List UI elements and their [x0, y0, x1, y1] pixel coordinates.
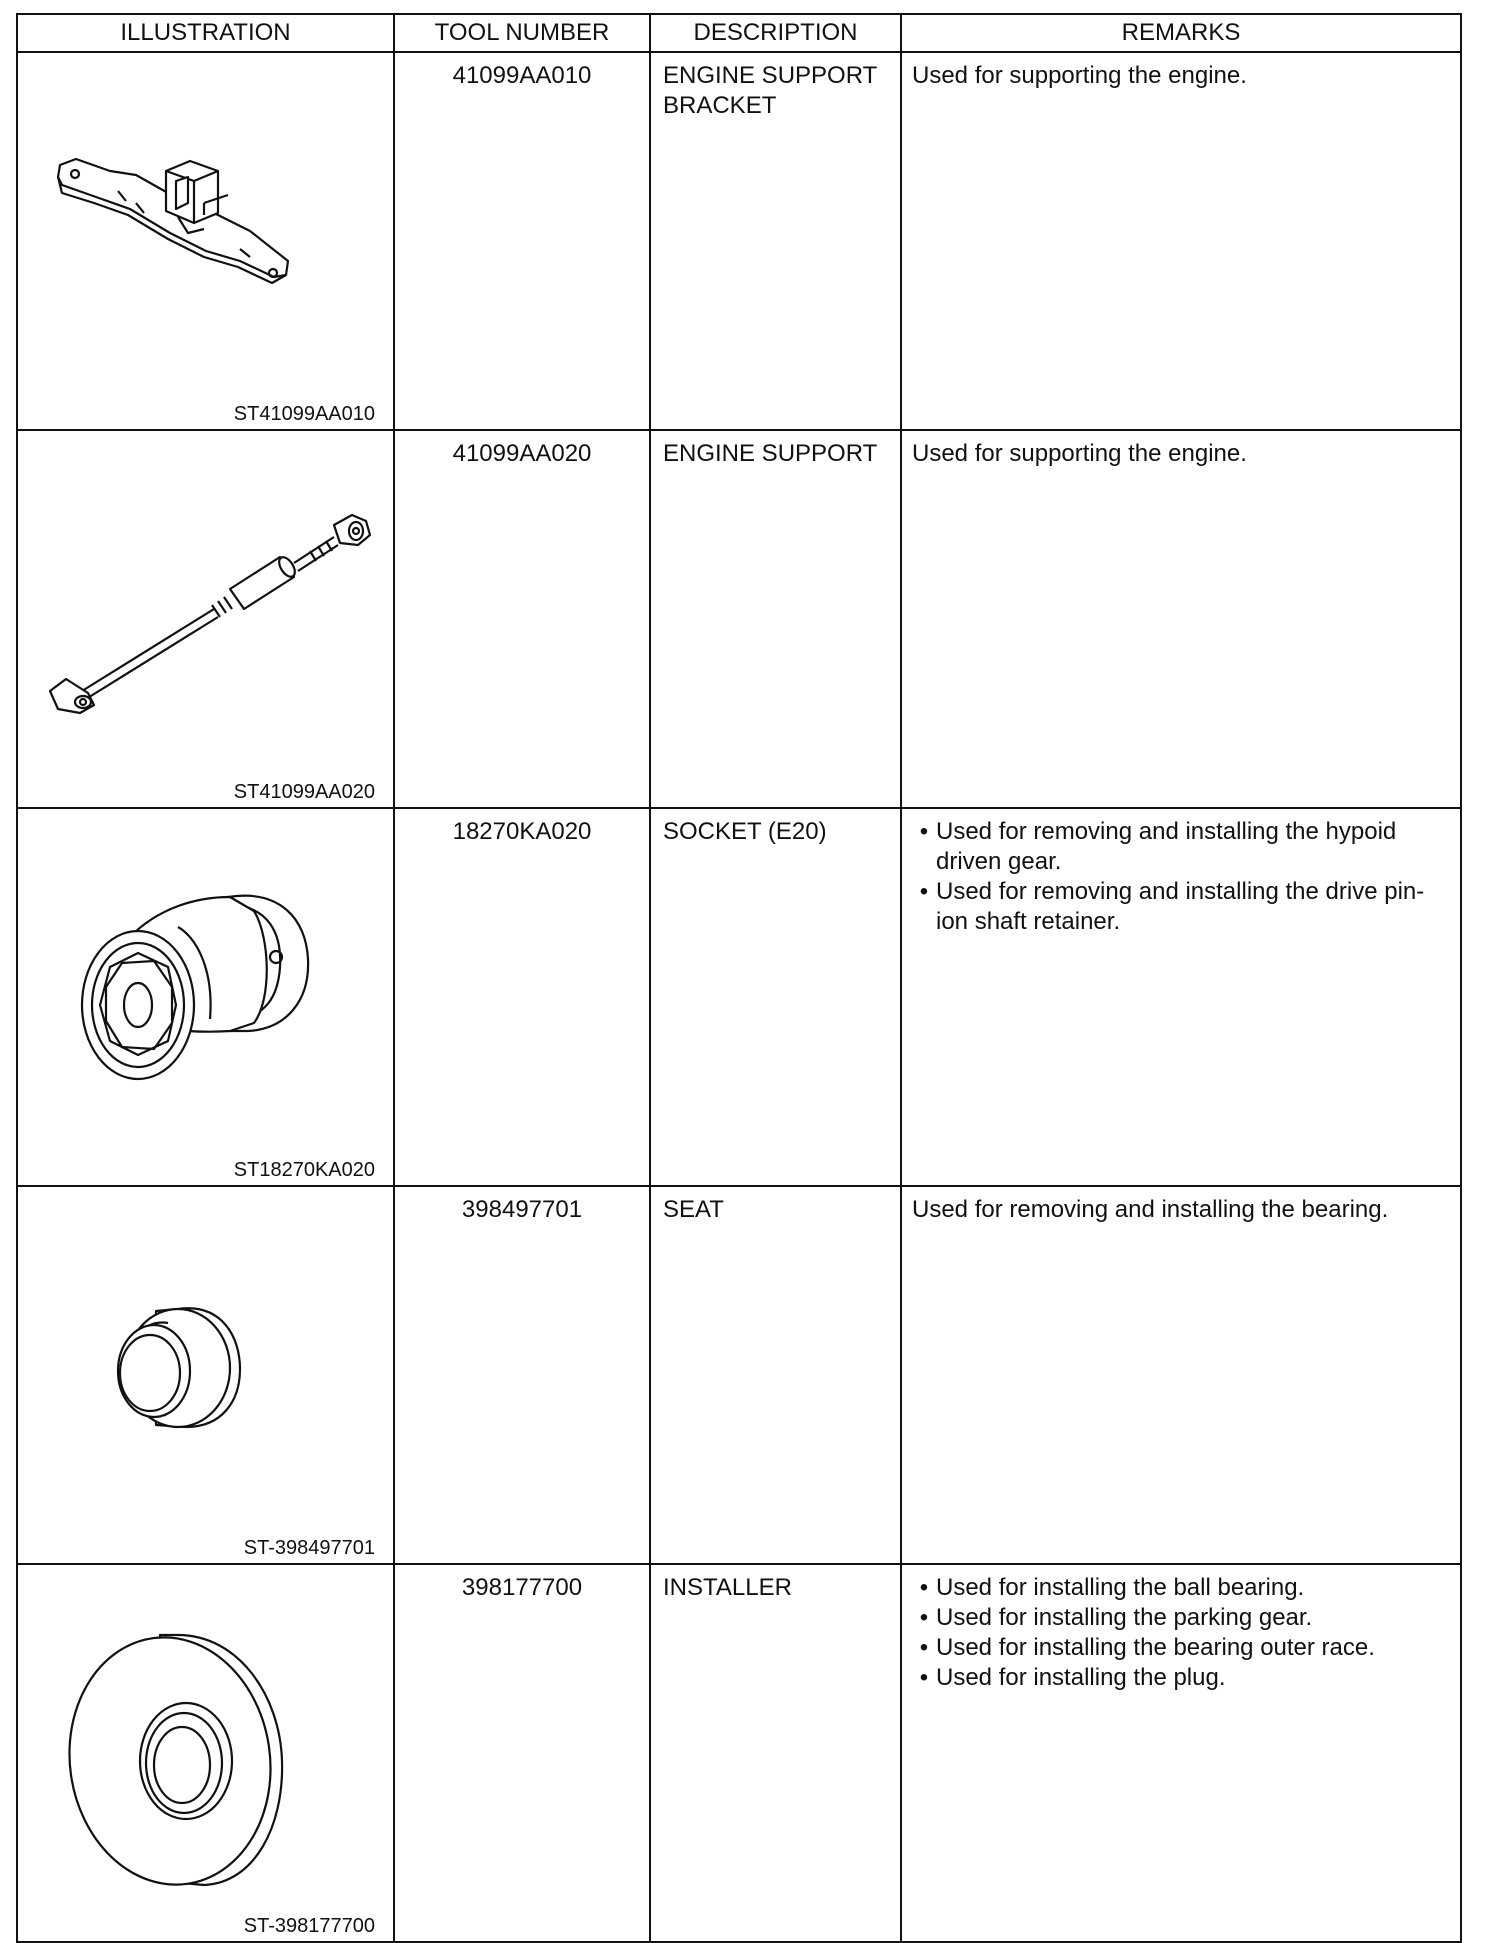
illustration-code: ST-398497701	[243, 1537, 375, 1559]
tool-description: ENGINE SUPPORT	[650, 430, 901, 808]
remark-item: • Used for installing the bearing outer race.	[912, 1633, 1450, 1663]
header-illustration: ILLUSTRATION	[17, 14, 394, 52]
table-row	[17, 1564, 1461, 1942]
remark-item: • Used for installing the plug.	[912, 1663, 1450, 1693]
tool-remarks	[901, 808, 1461, 1186]
tool-remarks: Used for supporting the engine.	[901, 52, 1461, 430]
tool-description: INSTALLER	[650, 1564, 901, 1942]
tool-description: ENGINE SUPPORT BRACKET	[650, 52, 901, 430]
illustration-cell	[17, 1186, 394, 1564]
header-row	[17, 14, 1461, 52]
tool-description: SOCKET (E20)	[650, 808, 901, 1186]
table-row	[17, 1186, 1461, 1564]
installer-disc-drawing	[18, 1565, 393, 1933]
tool-number: 41099AA020	[394, 430, 650, 808]
tool-number: 398177700	[394, 1564, 650, 1942]
tool-remarks: Used for removing and installing the bearing.	[901, 1186, 1461, 1564]
illustration-code: ST41099AA020	[233, 781, 375, 803]
header-tool-number: TOOL NUMBER	[394, 14, 650, 52]
tool-remarks: Used for supporting the engine.	[901, 430, 1461, 808]
remark-item: • Used for installing the parking gear.	[912, 1603, 1450, 1633]
remark-item: • Used for removing and installing the hypoid driven gear.	[912, 817, 1450, 877]
illustration-cell	[17, 1564, 394, 1942]
tool-remarks	[901, 1564, 1461, 1942]
tool-number: 41099AA010	[394, 52, 650, 430]
engine-support-bracket-drawing	[18, 53, 393, 421]
tool-number: 398497701	[394, 1186, 650, 1564]
engine-support-rod-drawing	[18, 431, 393, 799]
special-tools-table	[16, 13, 1462, 1943]
remark-item: • Used for installing the ball bearing.	[912, 1573, 1450, 1603]
tool-description: SEAT	[650, 1186, 901, 1564]
table-row	[17, 808, 1461, 1186]
header-description: DESCRIPTION	[650, 14, 901, 52]
illustration-cell	[17, 808, 394, 1186]
table-row	[17, 430, 1461, 808]
header-remarks: REMARKS	[901, 14, 1461, 52]
table-row	[17, 52, 1461, 430]
seat-drawing	[18, 1187, 393, 1555]
illustration-code: ST18270KA020	[233, 1159, 375, 1181]
illustration-cell	[17, 430, 394, 808]
illustration-code: ST41099AA010	[233, 403, 375, 425]
socket-drawing	[18, 809, 393, 1177]
illustration-code: ST-398177700	[243, 1915, 375, 1937]
remark-item: • Used for removing and installing the drive pin-ion shaft retainer.	[912, 877, 1450, 937]
illustration-cell	[17, 52, 394, 430]
tool-number: 18270KA020	[394, 808, 650, 1186]
